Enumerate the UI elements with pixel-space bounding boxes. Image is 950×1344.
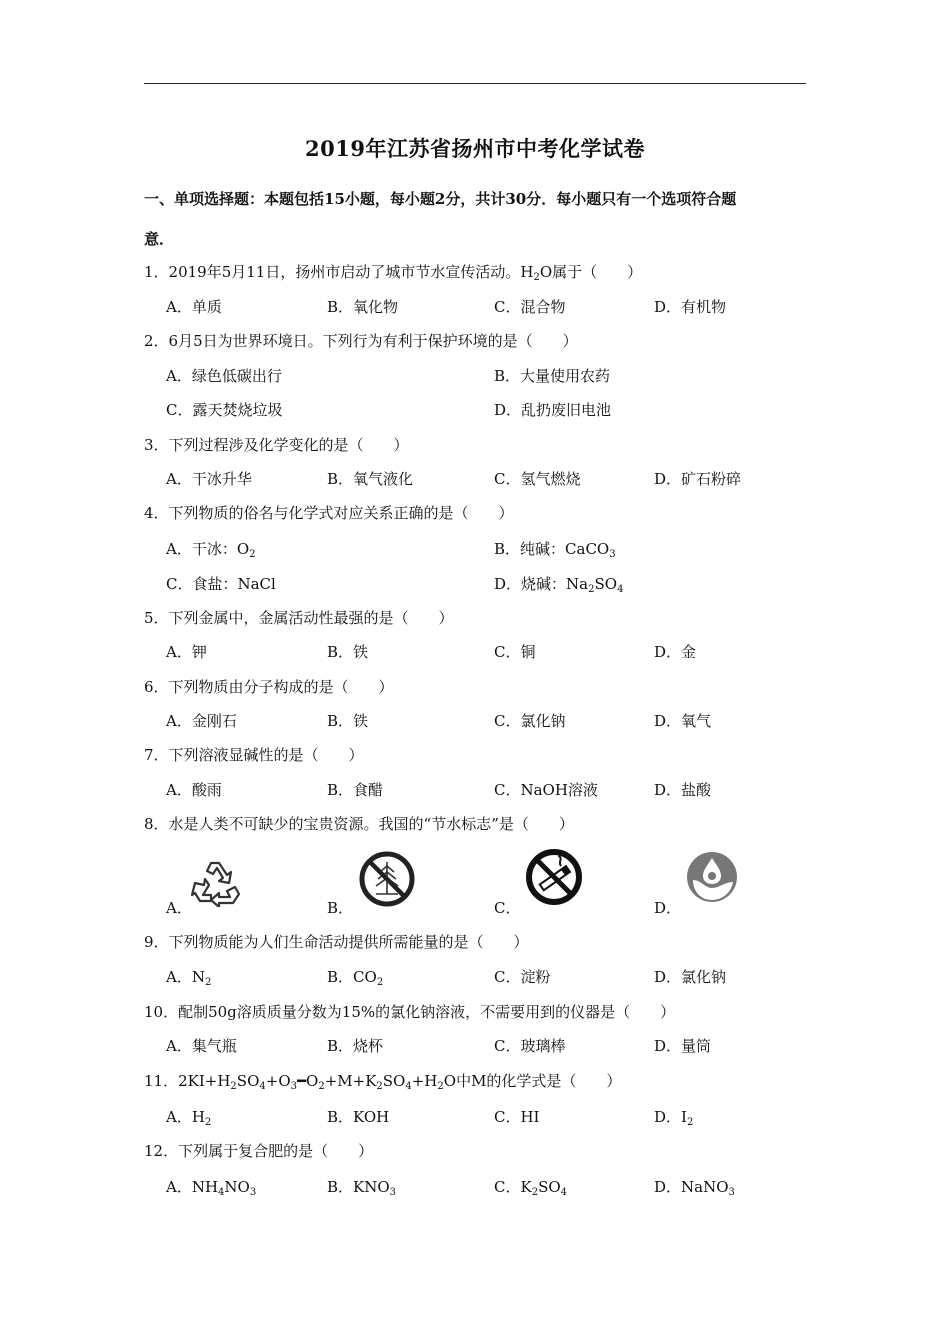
q1-option-c: C．混合物 xyxy=(494,298,566,316)
q11-option-b: B．KOH xyxy=(327,1108,390,1126)
q7-option-c: C．NaOH溶液 xyxy=(494,781,598,799)
q4-option-a: A．干冰：$O_2$ xyxy=(166,540,256,560)
q10-option-d: D．量筒 xyxy=(654,1037,712,1055)
q5-option-b: B．铁 xyxy=(327,643,369,661)
question-4-stem: 4．下列物质的俗名与化学式对应关系正确的是（ ） xyxy=(144,504,514,522)
page-title: 2019年江苏省扬州市中考化学试卷 xyxy=(305,136,645,161)
q6-option-b: B．铁 xyxy=(327,712,369,730)
q7-option-b: B．食醋 xyxy=(327,781,384,799)
q8-option-d-label: D． xyxy=(654,899,682,917)
question-10-stem: 10．配制50g溶质质量分数为15%的氯化钠溶液，不需要用到的仪器是（ ） xyxy=(144,1003,676,1021)
question-11-stem: 11．$2KI+H_2SO_4+O_3━O_2+M+K_2SO_4+H_2O$中M的化学式是（ ） xyxy=(144,1072,622,1092)
section-heading-line1: 一、单项选择题：本题包括15小题，每小题2分，共计30分．每小题只有一个选项符合题 xyxy=(144,190,737,208)
q9-option-c: C．淀粉 xyxy=(494,968,551,986)
q1-option-a: A．单质 xyxy=(166,298,222,316)
q3-option-b: B．氧气液化 xyxy=(327,470,414,488)
q4-option-b: B．纯碱：CaCO$_3$ xyxy=(494,540,616,560)
q11-option-d: D．$I_2$ xyxy=(654,1108,694,1128)
q11-option-a: A．$H_2$ xyxy=(166,1108,212,1128)
q3-option-a: A．干冰升华 xyxy=(166,470,252,488)
question-9-stem: 9．下列物质能为人们生命活动提供所需能量的是（ ） xyxy=(144,933,529,951)
q12-option-d: D．NaNO$_3$ xyxy=(654,1178,735,1198)
no-smoking-icon xyxy=(525,848,583,906)
q2-option-a: A．绿色低碳出行 xyxy=(166,367,282,385)
question-2-stem: 2．6月5日为世界环境日。下列行为有利于保护环境的是（ ） xyxy=(144,332,578,350)
water-saving-icon xyxy=(685,850,739,904)
q9-option-b: B．$CO_2$ xyxy=(327,968,384,988)
q4-option-c: C．食盐：NaCl xyxy=(166,575,276,593)
q6-option-c: C．氯化钠 xyxy=(494,712,566,730)
q8-option-a-label: A． xyxy=(166,899,192,917)
q1-option-b: B．氧化物 xyxy=(327,298,399,316)
question-3-stem: 3．下列过程涉及化学变化的是（ ） xyxy=(144,436,409,454)
q12-option-a: A．$NH_4NO_3$ xyxy=(166,1178,257,1198)
q7-option-a: A．酸雨 xyxy=(166,781,222,799)
q11-option-c: C．HI xyxy=(494,1108,540,1126)
q1-option-d: D．有机物 xyxy=(654,298,727,316)
question-6-stem: 6．下列物质由分子构成的是（ ） xyxy=(144,678,394,696)
q10-option-b: B．烧杯 xyxy=(327,1037,384,1055)
q5-option-c: C．铜 xyxy=(494,643,536,661)
q12-option-b: B．$KNO_3$ xyxy=(327,1178,397,1198)
q2-option-b: B．大量使用农药 xyxy=(494,367,611,385)
q6-option-d: D．氧气 xyxy=(654,712,712,730)
q5-option-a: A．钾 xyxy=(166,643,207,661)
q8-option-b-label: B． xyxy=(327,899,354,917)
q3-option-c: C．氢气燃烧 xyxy=(494,470,581,488)
recycle-icon xyxy=(191,857,245,907)
question-1-stem: 1．2019年5月11日，扬州市启动了城市节水宣传活动。$H_2O$属于（ ） xyxy=(144,263,643,283)
section-heading-line2: 意． xyxy=(144,230,175,248)
q7-option-d: D．盐酸 xyxy=(654,781,712,799)
q3-option-d: D．矿石粉碎 xyxy=(654,470,742,488)
q9-option-a: A．$N_2$ xyxy=(166,968,212,988)
q9-option-d: D．氯化钠 xyxy=(654,968,727,986)
q2-option-c: C．露天焚烧垃圾 xyxy=(166,401,283,419)
q12-option-c: C．$K_2SO_4$ xyxy=(494,1178,568,1198)
no-logging-icon xyxy=(358,850,416,908)
question-8-stem: 8．水是人类不可缺少的宝贵资源。我国的“节水标志”是（ ） xyxy=(144,815,574,833)
q10-option-a: A．集气瓶 xyxy=(166,1037,237,1055)
q10-option-c: C．玻璃棒 xyxy=(494,1037,566,1055)
q5-option-d: D．金 xyxy=(654,643,697,661)
question-12-stem: 12．下列属于复合肥的是（ ） xyxy=(144,1142,374,1160)
q6-option-a: A．金刚石 xyxy=(166,712,237,730)
q2-option-d: D．乱扔废旧电池 xyxy=(494,401,612,419)
q4-option-d: D．烧碱：$Na_2SO_4$ xyxy=(494,575,624,595)
question-5-stem: 5．下列金属中，金属活动性最强的是（ ） xyxy=(144,609,454,627)
q8-option-c-label: C． xyxy=(494,899,521,917)
question-7-stem: 7．下列溶液显碱性的是（ ） xyxy=(144,746,364,764)
header-rule xyxy=(144,83,806,84)
